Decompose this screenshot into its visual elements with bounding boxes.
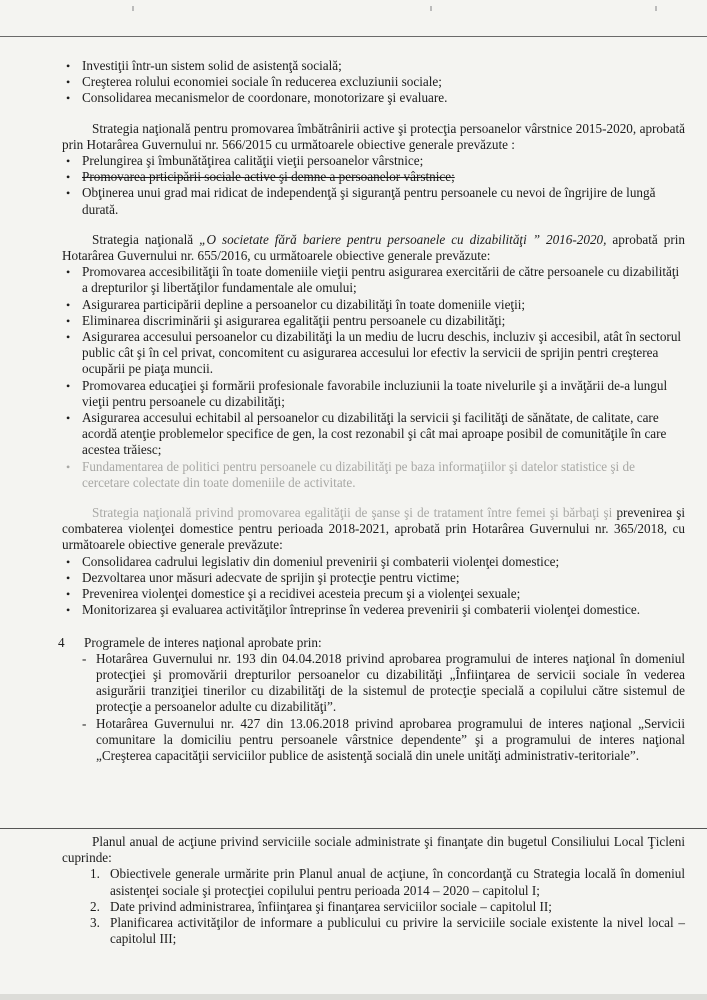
list-item: • Asigurarea participării depline a persoanelor cu dizabilităţi în toate domeniile vieţii; bbox=[62, 297, 685, 313]
list-item: • Investiţii într-un sistem solid de asistenţă socială; bbox=[62, 58, 685, 74]
section-divider bbox=[0, 828, 707, 829]
list-item: • Prevenirea violenţei domestice şi a recidivei acesteia precum şi a violenţei sexuale; bbox=[62, 586, 685, 602]
aging-strategy-intro: Strategia naţională pentru promovarea îmbătrânirii active şi protecţia persoanelor vârstnice 2015-2020, aprobată prin Hotarârea Guvernului nr. 566/2015 cu următoarele obiective generale prevăzute : bbox=[62, 120, 685, 152]
top-rule bbox=[0, 36, 707, 37]
intro-text: Strategia naţională bbox=[92, 231, 200, 247]
list-item bbox=[90, 866, 685, 898]
programs-list bbox=[82, 651, 685, 764]
scan-mark bbox=[132, 6, 134, 11]
item-number: 3. bbox=[90, 915, 100, 931]
intro-faded-text: Strategia naţională privind promovarea egalităţii de şanse şi de tratament între femei şi bărbaţi şi bbox=[92, 505, 613, 521]
list-item: • Promovarea accesibilităţii în toate domeniile vieţii pentru asigurarea exercitării de către persoanele cu dizabilităţi a drepturilor şi libertăţilor fundamentale ale omului; bbox=[62, 264, 685, 296]
intro-text: aprobată prin Hotarârea Guvernului nr. 655/2016, cu următoarele obiective generale prevăzute: bbox=[62, 231, 685, 264]
item-text: Date privind administrarea, înfiinţarea şi finanţarea serviciilor sociale – capitolul II; bbox=[110, 898, 552, 914]
list-item: - Hotarârea Guvernului nr. 427 din 13.06.2018 privind aprobarea programului de interes naţional „Servicii comunitare la domiciliu pentru persoanele vârstnice dependente” şi a programului de interes naţional „Creşterea capacităţii serviciilor publice de asistenţă socială din unele unităţi administrativ-teritoriale”. bbox=[82, 716, 685, 765]
item-text: Obiectivele generale urmărite prin Planul anual de acţiune, în concordanţă cu Strategia locală în domeniul asistenţei sociale şi protecţiei copilului pentru perioada 2014 – 2020 – capitolul I; bbox=[110, 866, 685, 898]
intro-text: prevenirea şi combaterea violenţei domestice pentru perioada 2018-2021, aprobată prin Hotarârea Guvernului nr. 365/2018, cu următoarele obiective generale prevăzute: bbox=[62, 505, 685, 553]
strategy-title: „O societate fără bariere pentru persoanele cu dizabilităţi ” 2016-2020, bbox=[199, 231, 607, 247]
list-item: • Promovarea educaţiei şi formării profesionale favorabile incluziunii la toate nivelurile şi a invăţării de-a lungul vieţii pentru persoanele cu dizabilităţi; bbox=[62, 378, 685, 410]
list-item: • Obţinerea unui grad mai ridicat de independenţă şi siguranţă pentru persoanele cu nevoi de îngrijire de lungă durată. bbox=[62, 185, 685, 217]
aging-strategy-list bbox=[62, 153, 685, 218]
disability-strategy-intro bbox=[62, 232, 685, 264]
item-number: 1. bbox=[90, 866, 100, 882]
scan-mark bbox=[655, 6, 657, 11]
scan-mark bbox=[430, 6, 432, 11]
annual-plan-section bbox=[62, 834, 685, 947]
section-number: 4 bbox=[58, 634, 65, 650]
section-title: Programele de interes naţional aprobate prin: bbox=[84, 634, 322, 650]
list-item: • Consolidarea mecanismelor de coordonare, monotorizare şi evaluare. bbox=[62, 90, 685, 106]
list-item-struck: • Promovarea prticipării sociale active şi demne a persoanelor vârstnice; bbox=[62, 169, 685, 185]
document-body bbox=[58, 58, 685, 764]
disability-strategy-list bbox=[62, 264, 685, 491]
page-bottom-edge bbox=[0, 994, 707, 1000]
programs-heading bbox=[58, 634, 685, 651]
list-item: - Hotarârea Guvernului nr. 193 din 04.04.2018 privind aprobarea programului de interes naţional în domeniul protecţiei şi promovării drepturilor persoanelor cu dizabilităţi „Înfiinţarea de servicii sociale în vederea asigurării tranziţiei tinerilor cu dizabilităţi de la sistemul de protecţie specială a copilului către sistemul de protecţie a persoanelor adulte cu dizabilităţi”. bbox=[82, 651, 685, 716]
annual-plan-list bbox=[62, 866, 685, 947]
list-item: • Creşterea rolului economiei sociale în reducerea excluziunii sociale; bbox=[62, 74, 685, 90]
list-item: • Asigurarea accesului persoanelor cu dizabilităţi la un mediu de lucru deschis, incluziv şi accesibil, atât în sectorul public cât şi în cel privat, concomitent cu asigurarea accesului lor efectiv la servicii de sprijin pentri creşterea ocupării pe piaţa muncii. bbox=[62, 329, 685, 378]
list-item: • Dezvoltarea unor măsuri adecvate de sprijin şi protecţie pentru victime; bbox=[62, 570, 685, 586]
list-item bbox=[90, 915, 685, 947]
equality-strategy-list bbox=[62, 554, 685, 619]
list-item: • Eliminarea discriminării şi asigurarea egalităţii pentru persoanele cu dizabilităţi; bbox=[62, 313, 685, 329]
item-text: Planificarea activităţilor de informare a publicului cu privire la serviciile sociale existente la nivel local – capitolul III; bbox=[110, 915, 685, 947]
list-item-faded: • Fundamentarea de politici pentru persoanele cu dizabilităţi pe baza informaţiilor şi datelor statistice şi de cercetare colectate din toate domeniile de activitate. bbox=[62, 459, 685, 491]
list-item: • Prelungirea şi îmbunătăţirea calităţii vieţii persoanelor vârstnice; bbox=[62, 153, 685, 169]
list-item: • Asigurarea accesului echitabil al persoanelor cu dizabilităţi la servicii şi facilităţi de sănătate, de calitate, care acordă atenţie problemelor specifice de gen, la cost rezonabil şi cât mai aproape posibil de comunităţile în care acestea trăiesc; bbox=[62, 410, 685, 459]
section-a-list bbox=[62, 58, 685, 107]
list-item: • Monitorizarea şi evaluarea activităţilor întreprinse în vederea prevenirii şi combaterii violenţei domestice. bbox=[62, 602, 685, 618]
list-item bbox=[90, 899, 685, 915]
list-item: • Consolidarea cadrului legislativ din domeniul prevenirii şi combaterii violenţei domestice; bbox=[62, 554, 685, 570]
item-number: 2. bbox=[90, 898, 100, 914]
equality-strategy-intro bbox=[62, 505, 685, 554]
annual-plan-intro: Planul anual de acţiune privind serviciile sociale administrate şi finanţate din bugetul Consiliului Local Ţicleni cuprinde: bbox=[62, 834, 685, 866]
